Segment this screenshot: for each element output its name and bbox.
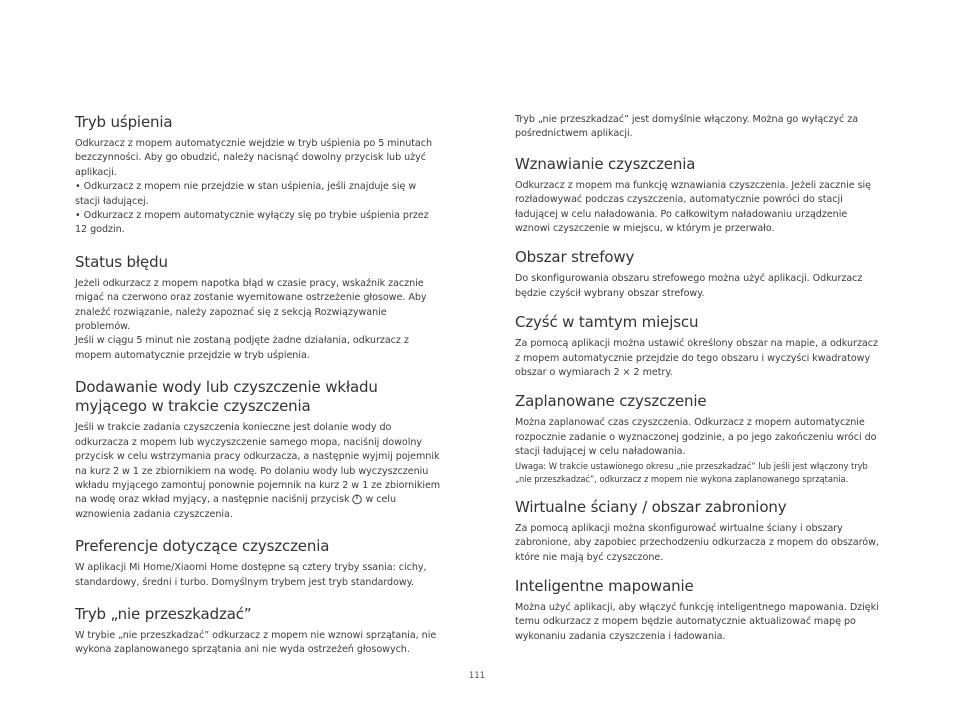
section-smart-mapping [515,577,881,644]
water-text [75,421,443,522]
error-text-1: Jeżeli odkurzacz z mopem napotka błąd w czasie pracy, wskaźnik zacznie migać na czerwono oraz zostanie wyemitowane ostrzeżenie głosowe. Aby znaleźć rozwiązanie, należy zapoznać się z sekcją Rozwiązywanie problemów. [75,277,427,333]
heading-smart-mapping: Inteligentne mapowanie [515,576,694,595]
power-button-icon [351,493,363,505]
walls-text: Za pomocą aplikacji można skonfigurować wirtualne ściany i obszary zabronione, aby zapobiec przechodzeniu odkurzacza z mopem do obszarów, które nie mają być czyszczone. [515,522,879,563]
sleep-text-2: • Odkurzacz z mopem nie przejdzie w stan uśpienia, jeśli znajduje się w stacji ładującej. [75,181,417,207]
section-virtual-walls [515,498,881,565]
zone-text: Do skonfigurowania obszaru strefowego można użyć aplikacji. Odkurzacz będzie czyścił wybrany obszar strefowy. [515,273,863,299]
section-spot-clean [515,313,881,380]
right-column [515,113,881,659]
heading-resume-cleaning: Wznawianie czyszczenia [515,154,696,173]
section-adding-water [75,378,443,522]
section-dnd-mode [75,605,443,658]
sleep-text-1: Odkurzacz z mopem automatycznie wejdzie w tryb uśpienia po 5 minutach bezczynności. Aby go obudzić, należy nacisnąć dowolny przycisk lub użyć aplikacji. [75,138,433,178]
heading-sleep-mode: Tryb uśpienia [75,113,173,131]
section-sleep-mode [75,113,443,238]
section-cleaning-preferences [75,537,443,590]
page-number: 111 [468,671,486,681]
dnd-text: W trybie „nie przeszkadzać” odkurzacz z mopem nie wznowi sprzątania, nie wykona zaplanowanego sprzątania ani nie wyda ostrzeżeń głosowych. [75,629,437,656]
water-text-end: w celu wznowienia zadania czyszczenia. [75,494,396,520]
heading-virtual-walls: Wirtualne ściany / obszar zabroniony [515,497,787,516]
heading-adding-water: Dodawanie wody lub czyszczenie wkładu myjącego w trakcie czyszczenia [75,378,378,416]
heading-scheduled-cleaning: Zaplanowane czyszczenie [515,392,707,411]
dnd-cont-text: Tryb „nie przeszkadzać” jest domyślnie włączony. Można go wyłączyć za pośrednictwem aplikacji. [515,114,859,140]
scheduled-note: Uwaga: W trakcie ustawionego okresu „nie przeszkadzać” lub jeśli jest włączony tryb „nie przeszkadzać”, odkurzacz z mopem nie wykona zaplanowanego sprzątania. [515,460,868,484]
heading-cleaning-preferences: Preferencje dotyczące czyszczenia [75,537,330,556]
section-error-status [75,253,443,363]
heading-dnd-mode: Tryb „nie przeszkadzać” [75,604,252,623]
error-text-2: Jeśli w ciągu 5 minut nie zostaną podjęte żadne działania, odkurzacz z mopem automatycznie przejdzie w tryb uśpienia. [75,335,409,361]
spot-text: Za pomocą aplikacji można ustawić określony obszar na mapie, a odkurzacz z mopem automatycznie przejdzie do tego obszaru i wyczyści kwadratowy obszar o wymiarach 2 × 2 metry. [515,338,878,379]
resume-text: Odkurzacz z mopem ma funkcję wznawiania czyszczenia. Jeżeli zacznie się rozładowywać podczas czyszczenia, automatycznie powróci do stacji ładującej w celu naładowania. Po całkowitym naładowaniu urządzenie wznowi czyszczenie w miejscu, w którym je przerwało. [515,179,872,235]
left-column [75,113,443,673]
section-resume-cleaning [515,155,881,237]
section-zone-area [515,248,881,301]
section-dnd-continued [515,113,881,142]
section-scheduled-cleaning [515,392,881,485]
heading-error-status: Status błędu [75,252,168,271]
sleep-text-3: • Odkurzacz z mopem automatycznie wyłączy się po trybie uśpienia przez 12 godzin. [75,210,429,236]
prefs-text: W aplikacji Mi Home/Xiaomi Home dostępne są cztery tryby ssania: cichy, standardowy, średni i turbo. Domyślnym trybem jest tryb standardowy. [75,562,427,588]
heading-spot-clean: Czyść w tamtym miejscu [515,313,699,332]
mapping-text: Można użyć aplikacji, aby włączyć funkcję inteligentnego mapowania. Dzięki temu odkurzacz z mopem będzie automatycznie aktualizować mapę po wykonaniu zadania czyszczenia i ładowania. [515,601,879,642]
heading-zone-area: Obszar strefowy [515,248,635,267]
scheduled-text: Można zaplanować czas czyszczenia. Odkurzacz z mopem automatycznie rozpocznie zadanie o wyznaczonej godzinie, a po jego zakończeniu wróci do stacji ładującej w celu naładowania. [515,417,877,458]
water-text-main: Jeśli w trakcie zadania czyszczenia konieczne jest dolanie wody do odkurzacza z mopem lub wyczyszczenie samego mopa, naciśnij dowolny przycisk w celu wstrzymania pracy odkurzacza, a następnie wyjmij pojemnik na kurz 2 w 1 ze zbiornikiem na wodę. Po dolaniu wody lub wyczyszczeniu wkładu myjącego zamontuj ponownie pojemnik na kurz 2 w 1 ze zbiornikiem na wodę oraz wkład myjący, a następnie naciśnij przycisk [75,422,441,506]
